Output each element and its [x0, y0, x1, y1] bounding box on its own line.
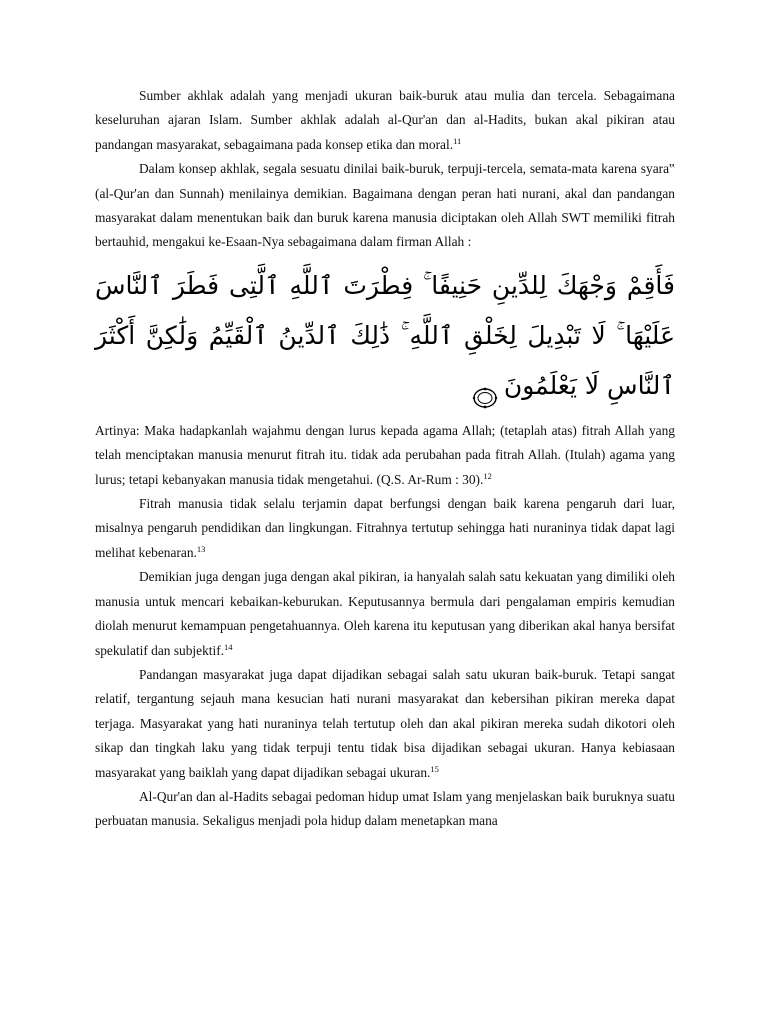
paragraph-fitrah-manusia: Fitrah manusia tidak selalu terjamin dapat berfungsi dengan baik karena pengaruh dari luar, misalnya pengaruh pendidikan dan lingkungan. Fitrahnya tertutup sehingga hati nuraninya tidak dapat lagi melihat kebenaran.$^{13}$	[95, 496, 675, 560]
footnote-ref: 13	[196, 543, 206, 554]
paragraph-artinya-translation: Artinya: Maka hadapkanlah wajahmu dengan lurus kepada agama Allah; (tetaplah atas) fitrah Allah yang telah menciptakan manusia menurut fitrah itu. tidak ada perubahan pada fitrah Allah. (Itulah) agama yang lurus; tetapi kebanyakan manusia tidak mengetahui. (Q.S. Ar-Rum : 30).$^{12}$	[95, 422, 675, 487]
paragraph-alquran-alhadits: Al-Qur'an dan al-Hadits sebagai pedoman hidup umat Islam yang menjelaskan baik buruknya suatu perbuatan manusia. Sekaligus menjadi pola hidup dalam menetapkan mana	[95, 788, 675, 829]
footnote-ref: 15	[430, 763, 439, 774]
paragraph-sumber-akhlak: Sumber akhlak adalah yang menjadi ukuran baik-buruk atau mulia dan tercela. Sebagaimana keseluruhan ajaran Islam. Sumber akhlak adalah al-Qur'an dan al-Hadits, bukan akal pikiran atau pandangan masyarakat, sebagaimana pada konsep etika dan moral.$^{11}$	[95, 88, 675, 152]
footnote-ref: 12	[483, 470, 492, 481]
quran-verse-arabic: فَأَقِمْ وَجْهَكَ لِلدِّينِ حَنِيفًا ۚ فِطْرَتَ ٱللَّهِ ٱلَّتِى فَطَرَ ٱلنَّاسَ عَلَيْهَا ۚ لَا تَبْدِيلَ لِخَلْقِ ٱللَّهِ ۚ ذَٰلِكَ ٱلدِّينُ ٱلْقَيِّمُ وَلَٰكِنَّ أَكْثَرَ ٱلنَّاسِ لَا يَعْلَمُونَ	[95, 261, 675, 411]
ayah-end-marker-icon	[472, 376, 498, 398]
footnote-ref: 14	[224, 641, 233, 652]
paragraph-konsep-akhlak: Dalam konsep akhlak, segala sesuatu dinilai baik-buruk, terpuji-tercela, semata-mata karena syara‟ (al-Qur'an dan Sunnah) menilainya demikian. Bagaimana dengan peran hati nurani, akal dan pandangan masyarakat dalam menentukan baik dan buruk karena manusia diciptakan oleh Allah SWT memiliki fitrah bertauhid, mengakui ke-Esaan-Nya sebagaimana dalam firman Allah :	[95, 161, 675, 250]
paragraph-akal-pikiran: Demikian juga dengan juga dengan akal pikiran, ia hanyalah salah satu kekuatan yang dimiliki oleh manusia untuk mencari kebaikan-keburukan. Keputusannya bermula dari pengalaman empiris kemudian diolah menurut kemampuan pengetahuannya. Oleh karena itu keputusan yang diberikan akal hanya bersifat spekulatif dan subjektif.$^{14}$	[95, 569, 675, 658]
footnote-ref: 11	[453, 135, 462, 146]
paragraph-pandangan-masyarakat: Pandangan masyarakat juga dapat dijadikan sebagai salah satu ukuran baik-buruk. Tetapi sangat relatif, tergantung sejauh mana kesucian hati nurani masyarakat dan kebersihan pikiran mereka dapat terjaga. Masyarakat yang hati nuraninya telah tertutup oleh dan akal pikiran mereka sudah dikotori oleh sikap dan tingkah laku yang tidak terpuji tentu tidak bisa dijadikan sebagai ukuran. Hanya kebiasaan masyarakat yang baiklah yang dapat dijadikan sebagai ukuran.$^{15}$	[95, 666, 675, 780]
document-page	[95, 84, 675, 834]
